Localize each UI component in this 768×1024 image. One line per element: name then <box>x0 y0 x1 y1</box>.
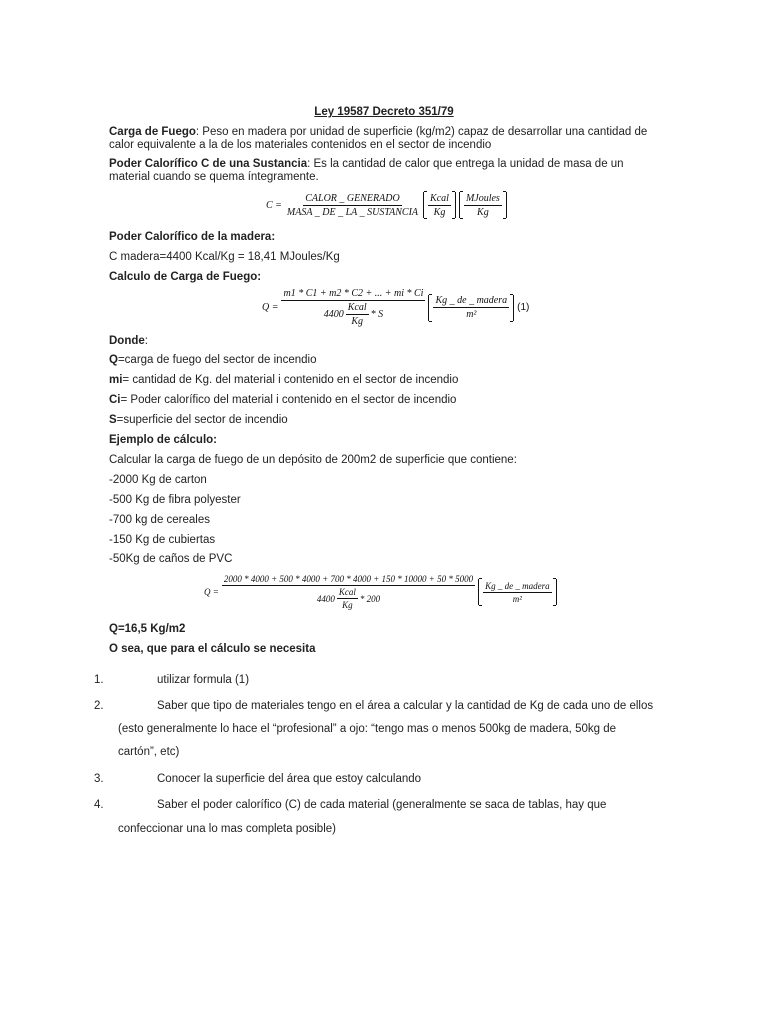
formula2-lhs: Q = <box>262 302 279 313</box>
donde-word: Donde <box>109 335 145 347</box>
list-item-text: Conocer la superficie del área que estoy calculando <box>157 773 422 785</box>
formula2-den-frac <box>346 302 369 327</box>
list-item-continuation: cartón”, etc) <box>118 746 180 758</box>
donde-colon: : <box>144 335 148 347</box>
formula3-unit-den: m² <box>512 593 522 604</box>
formula-calorific-power <box>266 192 507 218</box>
formula2-unit-num: Kg _ de _ madera <box>435 295 508 306</box>
formula3-den-frac-num: Kcal <box>338 587 356 597</box>
def-row-ci <box>109 394 456 407</box>
def-symbol: Q <box>109 354 118 366</box>
formula3-numerator: 2000 * 4000 + 500 * 4000 + 700 * 4000 + 150 * 10000 + 50 * 5000 <box>223 574 474 584</box>
formula3-unit-num: Kg _ de _ madera <box>485 580 550 591</box>
formula2-tag: (1) <box>517 302 530 313</box>
list-number: 4. <box>94 799 104 811</box>
list-item-text: utilizar formula (1) <box>157 674 250 686</box>
carga-fuego-def-line2: calor equivalente a la de los materiales contenidos en el sector de incendio <box>109 139 492 151</box>
formula2-denominator <box>322 301 385 327</box>
osea-line: O sea, que para el cálculo se necesita <box>109 643 316 655</box>
formula1-unit1-bracket <box>423 192 456 218</box>
formula1-denominator: MASA _ DE _ LA _ SUSTANCIA <box>286 206 419 218</box>
formula3-unit <box>483 581 552 604</box>
formula2-numerator: m1 * C1 + m2 * C2 + ... + mi * Ci <box>283 288 424 299</box>
formula1-unit1-den: Kg <box>433 206 446 218</box>
list-number: 1. <box>94 674 104 686</box>
def-row-q <box>109 354 316 367</box>
list-item-continuation: (esto generalmente lo hace el “profesional” a ojo: “tengo mas o menos 500kg de madera, 50kg de <box>118 723 616 735</box>
def-text: =superficie del sector de incendio <box>116 414 288 426</box>
formula3-den-frac <box>337 587 358 610</box>
list-number: 3. <box>94 773 104 785</box>
formula1-unit1-num: Kcal <box>430 192 449 204</box>
ejemplo-heading: Ejemplo de cálculo: <box>109 434 217 446</box>
def-row-s <box>109 414 288 427</box>
list-item-text: Saber el poder calorífico (C) de cada material (generalmente se saca de tablas, hay que <box>157 799 607 811</box>
def-row-mi <box>109 374 458 387</box>
carga-fuego-paragraph <box>109 126 669 152</box>
ejemplo-intro: Calcular la carga de fuego de un depósito de 200m2 de superficie que contiene: <box>109 454 517 466</box>
formula3-denominator <box>315 586 382 610</box>
formula3-den-frac-den: Kg <box>342 600 353 610</box>
formula2-unit-bracket <box>428 295 514 321</box>
formula2-unit-den: m² <box>466 309 477 320</box>
donde-label <box>109 335 148 348</box>
madera-heading: Poder Calorífico de la madera: <box>109 231 276 243</box>
formula1-fraction <box>285 193 420 218</box>
formula2-unit <box>433 295 509 320</box>
def-text: = Poder calorífico del material i contenido en el sector de incendio <box>120 394 457 406</box>
formula2-den-frac-num: Kcal <box>347 302 367 313</box>
carga-fuego-term: Carga de Fuego <box>109 126 196 138</box>
calculo-heading: Calculo de Carga de Fuego: <box>109 271 262 283</box>
document-title: Ley 19587 Decreto 351/79 <box>314 106 454 118</box>
list-item-text: Saber que tipo de materiales tengo en el área a calcular y la cantidad de Kg de cada uno de ellos <box>157 700 654 712</box>
poder-calorifico-def-line2: material cuando se quema íntegramente. <box>109 171 319 183</box>
formula1-lhs: C = <box>266 199 282 211</box>
formula1-numerator: CALOR _ GENERADO <box>305 192 400 204</box>
formula1-unit2-den: Kg <box>477 206 489 218</box>
material-item: -50Kg de caños de PVC <box>109 553 233 565</box>
poder-calorifico-def-line1: : Es la cantidad de calor que entrega la unidad de masa de un <box>307 158 624 170</box>
formula1-unit1 <box>428 193 451 218</box>
formula2-den-post: * S <box>370 309 384 320</box>
formula3-lhs: Q = <box>204 587 219 597</box>
def-symbol: mi <box>109 374 123 386</box>
madera-value: C madera=4400 Kcal/Kg = 18,41 MJoules/Kg <box>109 251 340 263</box>
material-item: -150 Kg de cubiertas <box>109 534 216 546</box>
formula-fire-load <box>262 288 529 327</box>
formula-example <box>204 574 557 610</box>
carga-fuego-def-line1: : Peso en madera por unidad de superficie (kg/m2) capaz de desarrollar una cantidad de <box>195 126 648 138</box>
formula1-unit2-num: MJoules <box>465 192 500 204</box>
material-item: -700 kg de cereales <box>109 514 211 526</box>
formula1-unit2 <box>464 193 502 218</box>
list-item-continuation: confeccionar una lo mas completa posible) <box>118 823 336 835</box>
result-line: Q=16,5 Kg/m2 <box>109 623 186 635</box>
formula3-fraction <box>222 574 475 610</box>
formula2-den-frac-den: Kg <box>351 316 364 327</box>
poder-calorifico-term: Poder Calorífico C de una Sustancia <box>109 158 308 170</box>
formula3-den-pre: 4400 <box>316 593 335 604</box>
list-number: 2. <box>94 700 104 712</box>
formula2-den-pre: 4400 <box>323 309 344 320</box>
def-symbol: Ci <box>109 394 121 406</box>
formula2-fraction <box>281 288 425 327</box>
def-text: =carga de fuego del sector de incendio <box>117 354 317 366</box>
formula3-den-post: * 200 <box>359 593 381 604</box>
material-item: -2000 Kg de carton <box>109 474 207 486</box>
def-symbol: S <box>109 414 117 426</box>
formula1-unit2-bracket <box>459 192 507 218</box>
def-text: = cantidad de Kg. del material i contenido en el sector de incendio <box>122 374 459 386</box>
material-item: -500 Kg de fibra polyester <box>109 494 241 506</box>
formula3-unit-bracket <box>478 579 557 605</box>
poder-calorifico-paragraph <box>109 158 669 184</box>
